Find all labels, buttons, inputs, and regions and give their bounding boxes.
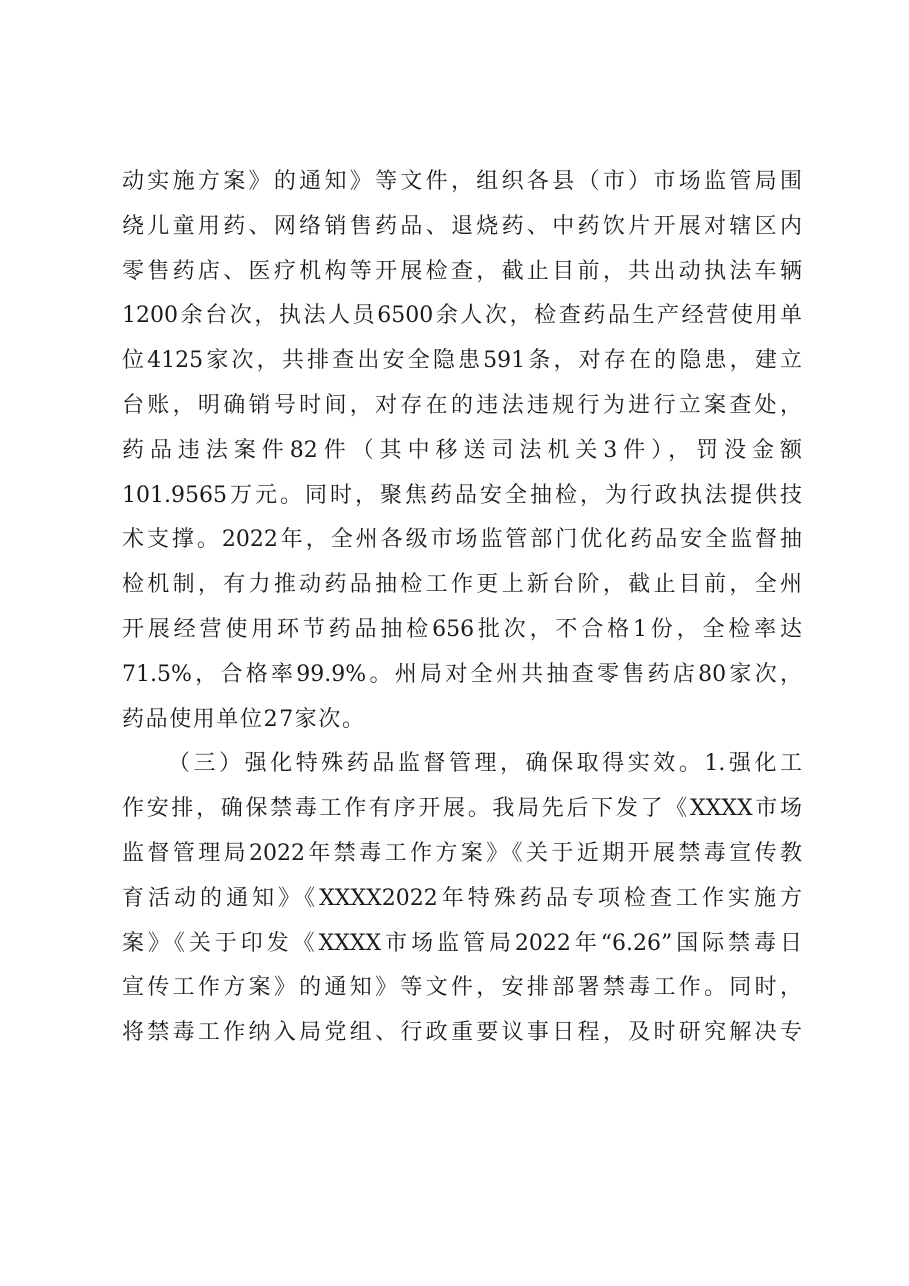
body-line: 术支撑。2022年，全州各级市场监管部门优化药品安全监督抽 [122, 527, 802, 553]
body-line: 零售药店、医疗机构等开展检查，截止目前，共出动执法车辆 [122, 258, 802, 284]
body-line: 绕儿童用药、网络销售药品、退烧药、中药饮片开展对辖区内 [122, 213, 802, 239]
body-line: 71.5%，合格率99.9%。州局对全州共抽查零售药店80家次， [122, 661, 802, 687]
body-line: 监督管理局2022年禁毒工作方案》《关于近期开展禁毒宣传教 [122, 840, 802, 866]
body-line: 案》《关于印发《XXXX市场监管局2022年“6.26”国际禁毒日 [122, 930, 802, 956]
paragraph-start-line: （三）强化特殊药品监督管理，确保取得实效。1.强化工 [168, 751, 802, 777]
body-line: 101.9565万元。同时，聚焦药品安全抽检，为行政执法提供技 [122, 482, 802, 508]
body-line: 药品违法案件82件（其中移送司法机关3件），罚没金额 [122, 437, 802, 463]
body-line: 动实施方案》的通知》等文件，组织各县（市）市场监管局围 [122, 169, 802, 194]
body-line: 作安排，确保禁毒工作有序开展。我局先后下发了《XXXX市场 [122, 796, 802, 822]
paragraph-end-line: 药品使用单位27家次。 [122, 706, 366, 732]
body-line: 位4125家次，共排查出安全隐患591条，对存在的隐患，建立 [122, 348, 802, 374]
body-line: 1200余台次，执法人员6500余人次，检查药品生产经营使用单 [122, 303, 802, 329]
body-line: 将禁毒工作纳入局党组、行政重要议事日程，及时研究解决专 [122, 1020, 802, 1046]
body-line: 开展经营使用环节药品抽检656批次，不合格1份，全检率达 [122, 616, 802, 642]
body-line: 宣传工作方案》的通知》等文件，安排部署禁毒工作。同时， [122, 975, 802, 1001]
document-body [122, 160, 802, 1056]
body-line: 育活动的通知》《XXXX2022年特殊药品专项检查工作实施方 [122, 885, 802, 911]
body-line: 检机制，有力推动药品抽检工作更上新台阶，截止目前，全州 [122, 572, 802, 598]
body-line: 台账，明确销号时间，对存在的违法违规行为进行立案查处， [122, 392, 802, 418]
